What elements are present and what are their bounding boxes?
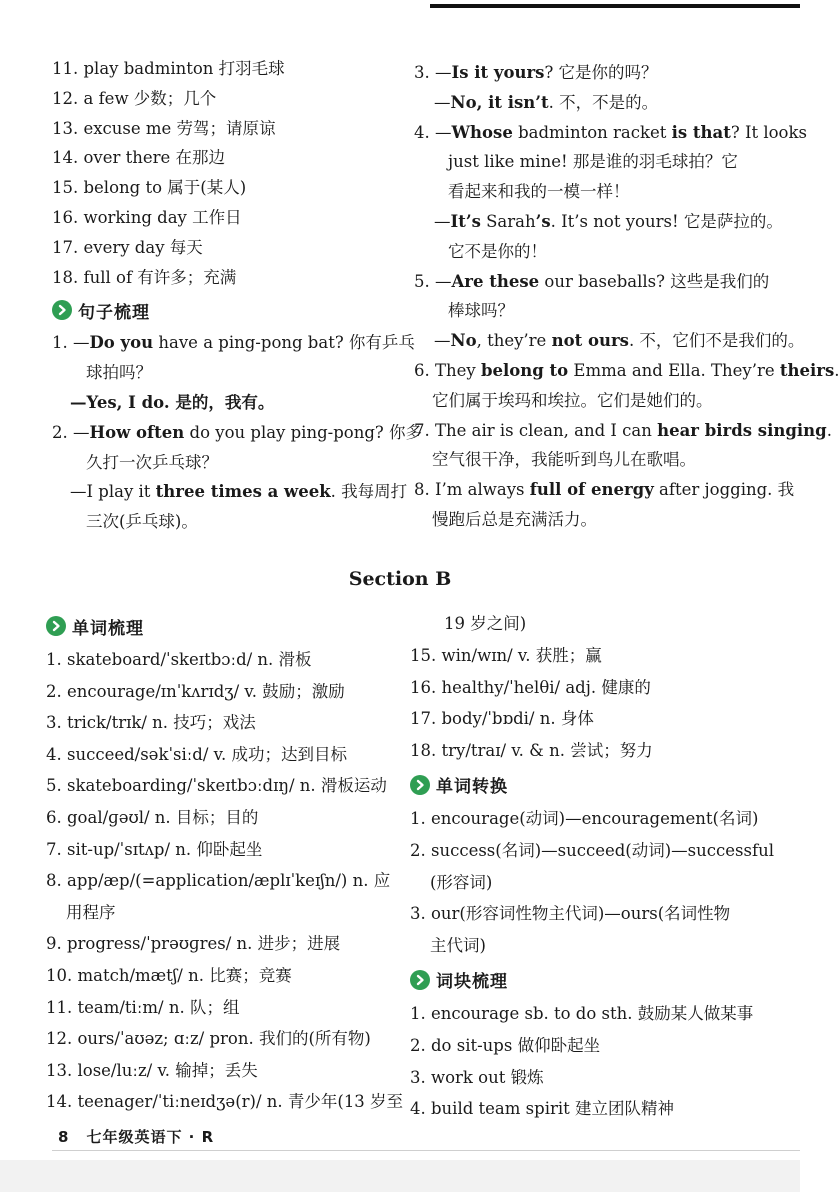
top-right-column [414,58,840,535]
vocab-item: 15. win/wɪn/ v. 获胜；赢 [410,645,602,665]
sentence-line: 棒球吗？ [448,301,514,321]
vocab-item: 4. succeed/səkˈsiːd/ v. 成功；达到目标 [46,744,348,764]
vocab-item: 17. body/ˈbɒdi/ n. 身体 [410,709,594,729]
conversion-heading [410,769,794,801]
phrase-item: 18. full of 有许多；充满 [52,267,237,287]
sentence-line: 8. I’m always full of energy after jogging. 我 [414,480,795,500]
phrase-item: 4. build team spirit 建立团队精神 [410,1099,675,1119]
vocab-item: 5. skateboarding/ˈskeɪtbɔːdɪŋ/ n. 滑板运动 [46,776,387,796]
top-rule [430,4,800,8]
phrase-heading [410,964,794,996]
sentence-line: 5. —Are these our baseballs? 这些是我们的 [414,271,770,291]
phrase-item: 14. over there 在那边 [52,148,226,168]
chevron-right-icon [410,775,430,795]
chevron-right-icon [46,616,66,636]
conversion-item: 1. encourage(动词)—encouragement(名词) [410,808,759,828]
phrase-item: 17. every day 每天 [52,237,203,257]
sentence-line: 6. They belong to Emma and Ella. They’re theirs. [414,360,840,380]
sentence-line: 空气很干净，我能听到鸟儿在歌唱。 [432,450,696,470]
vocab-item: 6. goal/ɡəʊl/ n. 目标；目的 [46,807,259,827]
vocab-heading [46,610,402,642]
sentence-line: —I play it three times a week. 我每周打 [70,482,408,502]
conversion-item: (形容词) [430,872,493,892]
phrase-item: 13. excuse me 劳驾；请原谅 [52,118,276,138]
phrase-item: 2. do sit-ups 做仰卧起坐 [410,1035,601,1055]
vocab-item: 3. trick/trɪk/ n. 技巧；戏法 [46,713,256,733]
sentence-line: —It’s Sarah’s. It’s not yours! 它是萨拉的。 [434,211,783,231]
vocab-item: 19 岁之间) [444,614,527,633]
conversion-item: 2. success(名词)—succeed(动词)—successful [410,840,774,860]
sentence-line: 4. —Whose badminton racket is that? It looks [414,122,807,142]
top-left-column [52,54,423,537]
bottom-left-column [46,608,402,1118]
phrase-item: 11. play badminton 打羽毛球 [52,59,285,78]
phrase-item: 3. work out 锻炼 [410,1067,544,1087]
footer-rule [52,1150,800,1151]
vocab-item: 7. sit-up/ˈsɪtʌp/ n. 仰卧起坐 [46,839,263,859]
sentence-line: 1. —Do you have a ping-pong bat? 你有乒乓 [52,333,415,353]
sentence-heading-label: 句子梳理 [78,302,150,323]
page-edge-shade [0,1160,800,1192]
vocab-item: 10. match/mætʃ/ n. 比赛；竞赛 [46,965,292,985]
vocab-item: 8. app/æp/(=application/æplɪˈkeɪʃn/) n. 应 [46,871,391,891]
sentence-line: 久打一次乒乓球？ [86,452,218,472]
sentence-line: 它不是你的！ [448,241,547,261]
chevron-right-icon [410,970,430,990]
sentence-line: 球拍吗？ [86,363,152,383]
conversion-item: 3. our(形容词性物主代词)—ours(名词性物 [410,904,731,924]
sentence-line: just like mine! 那是谁的羽毛球拍？它 [448,152,738,172]
vocab-item: 用程序 [66,902,116,922]
sentence-line: 慢跑后总是充满活力。 [432,509,597,529]
page-number: 8 [58,1127,69,1146]
phrase-heading-label: 词块梳理 [436,972,508,993]
sentence-line: 3. —Is it yours? 它是你的吗？ [414,63,658,82]
vocab-item: 14. teenager/ˈtiːneɪdʒə(r)/ n. 青少年(13 岁至 [46,1092,404,1112]
vocab-item: 13. lose/luːz/ v. 输掉；丢失 [46,1060,258,1080]
vocab-item: 1. skateboard/ˈskeɪtbɔːd/ n. 滑板 [46,650,312,669]
sentence-heading [52,294,402,326]
phrase-item: 15. belong to 属于(某人) [52,178,247,198]
vocab-item: 9. progress/ˈprəʊɡres/ n. 进步；进展 [46,934,341,954]
bottom-right-column [410,608,794,1125]
vocab-item: 2. encourage/ɪnˈkʌrɪdʒ/ v. 鼓励；激励 [46,681,345,701]
chevron-right-icon [52,300,72,320]
sentence-line: 它们属于埃玛和埃拉。它们是她们的。 [432,390,713,410]
conversion-heading-label: 单词转换 [436,777,508,798]
page-footer [58,1126,214,1147]
sentence-line: —Yes, I do. 是的，我有。 [70,392,275,412]
phrase-item: 16. working day 工作日 [52,207,242,227]
sentence-line: —No, they’re not ours. 不，它们不是我们的。 [434,331,805,351]
sentence-line: 看起来和我的一模一样！ [448,182,630,202]
vocab-item: 12. ours/ˈaʊəz; ɑːz/ pron. 我们的(所有物) [46,1029,371,1049]
phrase-item: 12. a few 少数；几个 [52,88,217,108]
vocab-item: 18. try/traɪ/ v. & n. 尝试；努力 [410,741,653,761]
book-title: 七年级英语下 · R [86,1128,215,1146]
sentence-line: 2. —How often do you play ping-pong? 你多 [52,422,423,442]
sentence-line: 7. The air is clean, and I can hear birds singing. [414,420,832,440]
vocab-item: 16. healthy/ˈhelθi/ adj. 健康的 [410,677,651,697]
vocab-item: 11. team/tiːm/ n. 队；组 [46,997,240,1017]
section-title: Section B [348,568,452,590]
phrase-item: 1. encourage sb. to do sth. 鼓励某人做某事 [410,1003,754,1023]
sentence-line: —No, it isn’t. 不，不是的。 [434,92,659,112]
conversion-item: 主代词) [430,936,486,956]
vocab-heading-label: 单词梳理 [72,618,144,639]
sentence-line: 三次(乒乓球)。 [86,512,198,532]
